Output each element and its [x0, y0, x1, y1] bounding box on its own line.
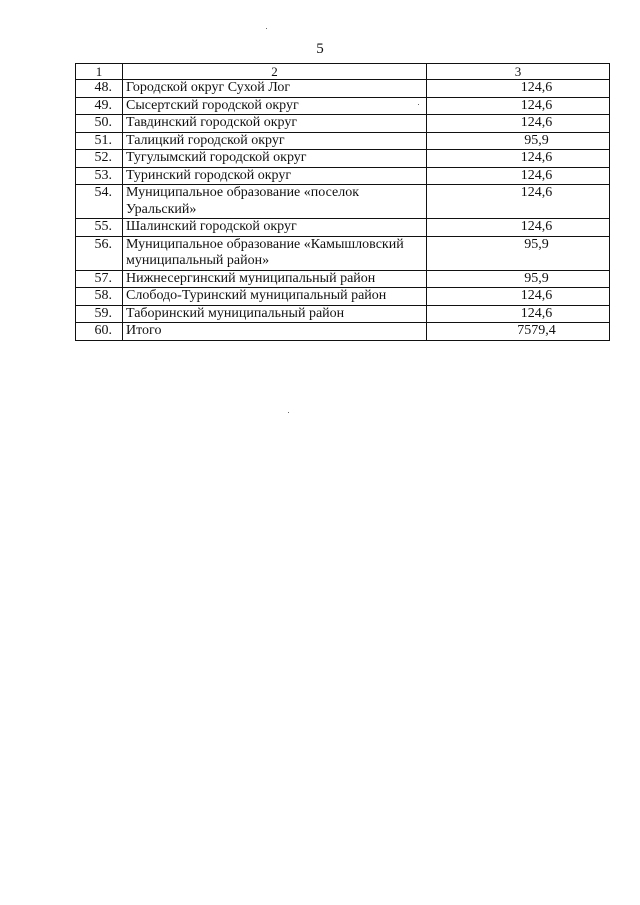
row-number: 57. [76, 270, 123, 288]
table-total-row [76, 323, 610, 341]
table-row [76, 305, 610, 323]
total-value: 7579,4 [427, 323, 610, 341]
table-row [76, 219, 610, 237]
row-number: 56. [76, 236, 123, 270]
scan-speck [266, 28, 267, 29]
row-number: 59. [76, 305, 123, 323]
amount-value: 124,6 [427, 219, 610, 237]
allocation-table [75, 63, 610, 341]
table-row [76, 80, 610, 98]
amount-value: 95,9 [427, 132, 610, 150]
table-row [76, 270, 610, 288]
table-row [76, 97, 610, 115]
page-number: 5 [316, 41, 324, 57]
municipality-name: Слободо-Туринский муниципальный район [123, 288, 427, 306]
municipality-name: Тугулымский городской округ [123, 150, 427, 168]
row-number: 53. [76, 167, 123, 185]
column-header-number: 1 [76, 64, 123, 80]
table-header-row [76, 64, 610, 80]
table-row [76, 150, 610, 168]
row-number: 50. [76, 115, 123, 133]
row-number: 51. [76, 132, 123, 150]
municipality-name: Талицкий городской округ [123, 132, 427, 150]
row-number: 52. [76, 150, 123, 168]
municipality-name: Муниципальное образование «Камышловский муниципальный район» [123, 236, 427, 270]
table-row [76, 288, 610, 306]
amount-value: 124,6 [427, 167, 610, 185]
amount-value: 124,6 [427, 305, 610, 323]
row-number: 55. [76, 219, 123, 237]
municipality-name: Таборинский муниципальный район [123, 305, 427, 323]
amount-value: 124,6 [427, 288, 610, 306]
amount-value: 95,9 [427, 270, 610, 288]
row-number: 49. [76, 97, 123, 115]
table-row [76, 132, 610, 150]
table-row [76, 115, 610, 133]
row-number: 60. [76, 323, 123, 341]
municipality-name: Тавдинский городской округ [123, 115, 427, 133]
total-label: Итого [123, 323, 427, 341]
municipality-name: Шалинский городской округ [123, 219, 427, 237]
amount-value: 124,6 [427, 80, 610, 98]
table-row [76, 236, 610, 270]
scan-speck [418, 104, 419, 105]
scan-speck [288, 412, 289, 413]
municipality-name: Сысертский городской округ [123, 97, 427, 115]
amount-value: 124,6 [427, 150, 610, 168]
column-header-name: 2 [123, 64, 427, 80]
municipality-name: Городской округ Сухой Лог [123, 80, 427, 98]
amount-value: 95,9 [427, 236, 610, 270]
row-number: 54. [76, 185, 123, 219]
column-header-value: 3 [427, 64, 610, 80]
table-row [76, 185, 610, 219]
row-number: 58. [76, 288, 123, 306]
row-number: 48. [76, 80, 123, 98]
municipality-name: Муниципальное образование «поселок Уральский» [123, 185, 427, 219]
table-row [76, 167, 610, 185]
municipality-name: Туринский городской округ [123, 167, 427, 185]
amount-value: 124,6 [427, 115, 610, 133]
amount-value: 124,6 [427, 185, 610, 219]
municipality-name: Нижнесергинский муниципальный район [123, 270, 427, 288]
amount-value: 124,6 [427, 97, 610, 115]
